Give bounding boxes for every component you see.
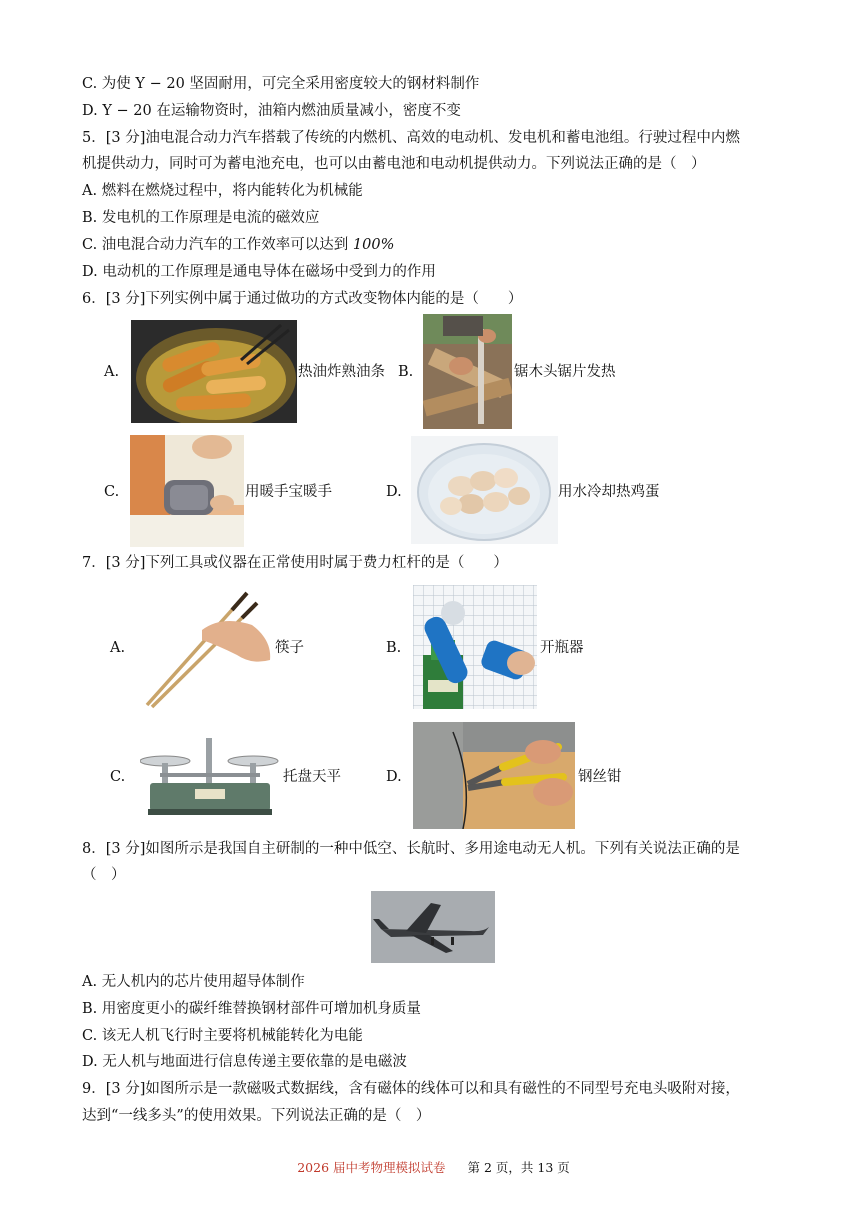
q5-option-c-value: 100% <box>352 237 395 253</box>
q8-option-b: B. 用密度更小的碳纤维替换钢材部件可增加机身质量 <box>82 1001 421 1017</box>
q5-option-c <box>82 235 394 255</box>
q7-chopsticks-image <box>142 585 274 710</box>
q7-option-b-caption: 开瓶器 <box>540 640 584 656</box>
q5-stem-line1: 5．[3 分]油电混合动力汽车搭载了传统的内燃机、高效的电动机、发电机和蓄电池组。行驶过程中内燃 <box>82 130 740 146</box>
q9-stem-line2: 达到“一线多头”的使用效果。下列说法正确的是（ ） <box>82 1108 431 1124</box>
footer-exam-title: 2026 届中考物理模拟试卷 <box>297 1160 446 1175</box>
q7-option-c-caption: 托盘天平 <box>283 769 341 785</box>
q6-option-d-letter: D. <box>386 484 402 500</box>
q6-fried-dough-image <box>131 320 297 423</box>
q6-stem: 6．[3 分]下列实例中属于通过做功的方式改变物体内能的是（ ） <box>82 291 523 307</box>
q5-option-c-text: C. 油电混合动力汽车的工作效率可以达到 <box>82 237 353 253</box>
footer-page-number: 第 2 页，共 13 页 <box>467 1160 570 1175</box>
page-footer <box>0 1158 867 1176</box>
q7-stem: 7．[3 分]下列工具或仪器在正常使用时属于费力杠杆的是（ ） <box>82 555 508 571</box>
q8-option-d: D. 无人机与地面进行信息传递主要依靠的是电磁波 <box>82 1054 407 1070</box>
q8-drone-image <box>371 891 495 963</box>
q6-option-a-letter: A. <box>104 364 120 380</box>
q8-option-c: C. 该无人机飞行时主要将机械能转化为电能 <box>82 1028 363 1044</box>
q7-bottle-opener-image <box>413 585 537 709</box>
q7-option-d-caption: 钢丝钳 <box>578 769 622 785</box>
q6-option-b-caption: 锯木头锯片发热 <box>514 364 616 380</box>
q5-stem-line2: 机提供动力，同时可为蓄电池充电，也可以由蓄电池和电动机提供动力。下列说法正确的是（ ） <box>82 156 706 172</box>
q5-option-a: A. 燃料在燃烧过程中，将内能转化为机械能 <box>82 183 363 199</box>
q5-option-d: D. 电动机的工作原理是通电导体在磁场中受到力的作用 <box>82 264 436 280</box>
q6-option-d-caption: 用水冷却热鸡蛋 <box>558 484 660 500</box>
q7-option-c-letter: C. <box>110 769 126 785</box>
q6-option-a-caption: 热油炸熟油条 <box>298 364 385 380</box>
q7-pliers-image <box>413 722 575 829</box>
q7-option-d-letter: D. <box>386 769 402 785</box>
q8-stem-line2: （ ） <box>82 867 126 883</box>
q7-option-a-caption: 筷子 <box>275 640 304 656</box>
q9-stem-line1: 9．[3 分]如图所示是一款磁吸式数据线，含有磁体的线体可以和具有磁性的不同型号充电头吸附对接， <box>82 1081 740 1097</box>
q6-sawing-wood-image <box>423 314 512 429</box>
q7-option-b-letter: B. <box>386 640 402 656</box>
q6-cooling-eggs-image <box>411 436 558 544</box>
option-c-prev: C. 为使 Y − 20 坚固耐用，可完全采用密度较大的钢材料制作 <box>82 76 480 92</box>
q7-balance-image <box>140 733 280 818</box>
q6-option-c-caption: 用暖手宝暖手 <box>245 484 332 500</box>
q7-option-a-letter: A. <box>110 640 126 656</box>
q5-option-b: B. 发电机的工作原理是电流的磁效应 <box>82 210 320 226</box>
q8-stem-line1: 8．[3 分]如图所示是我国自主研制的一种中低空、长航时、多用途电动无人机。下列有关说法正确的是 <box>82 841 740 857</box>
option-d-prev: D. Y − 20 在运输物资时，油箱内燃油质量减小，密度不变 <box>82 103 461 119</box>
q6-option-c-letter: C. <box>104 484 120 500</box>
q8-option-a: A. 无人机内的芯片使用超导体制作 <box>82 974 305 990</box>
q6-option-b-letter: B. <box>398 364 414 380</box>
q6-hand-warmer-image <box>130 435 244 547</box>
